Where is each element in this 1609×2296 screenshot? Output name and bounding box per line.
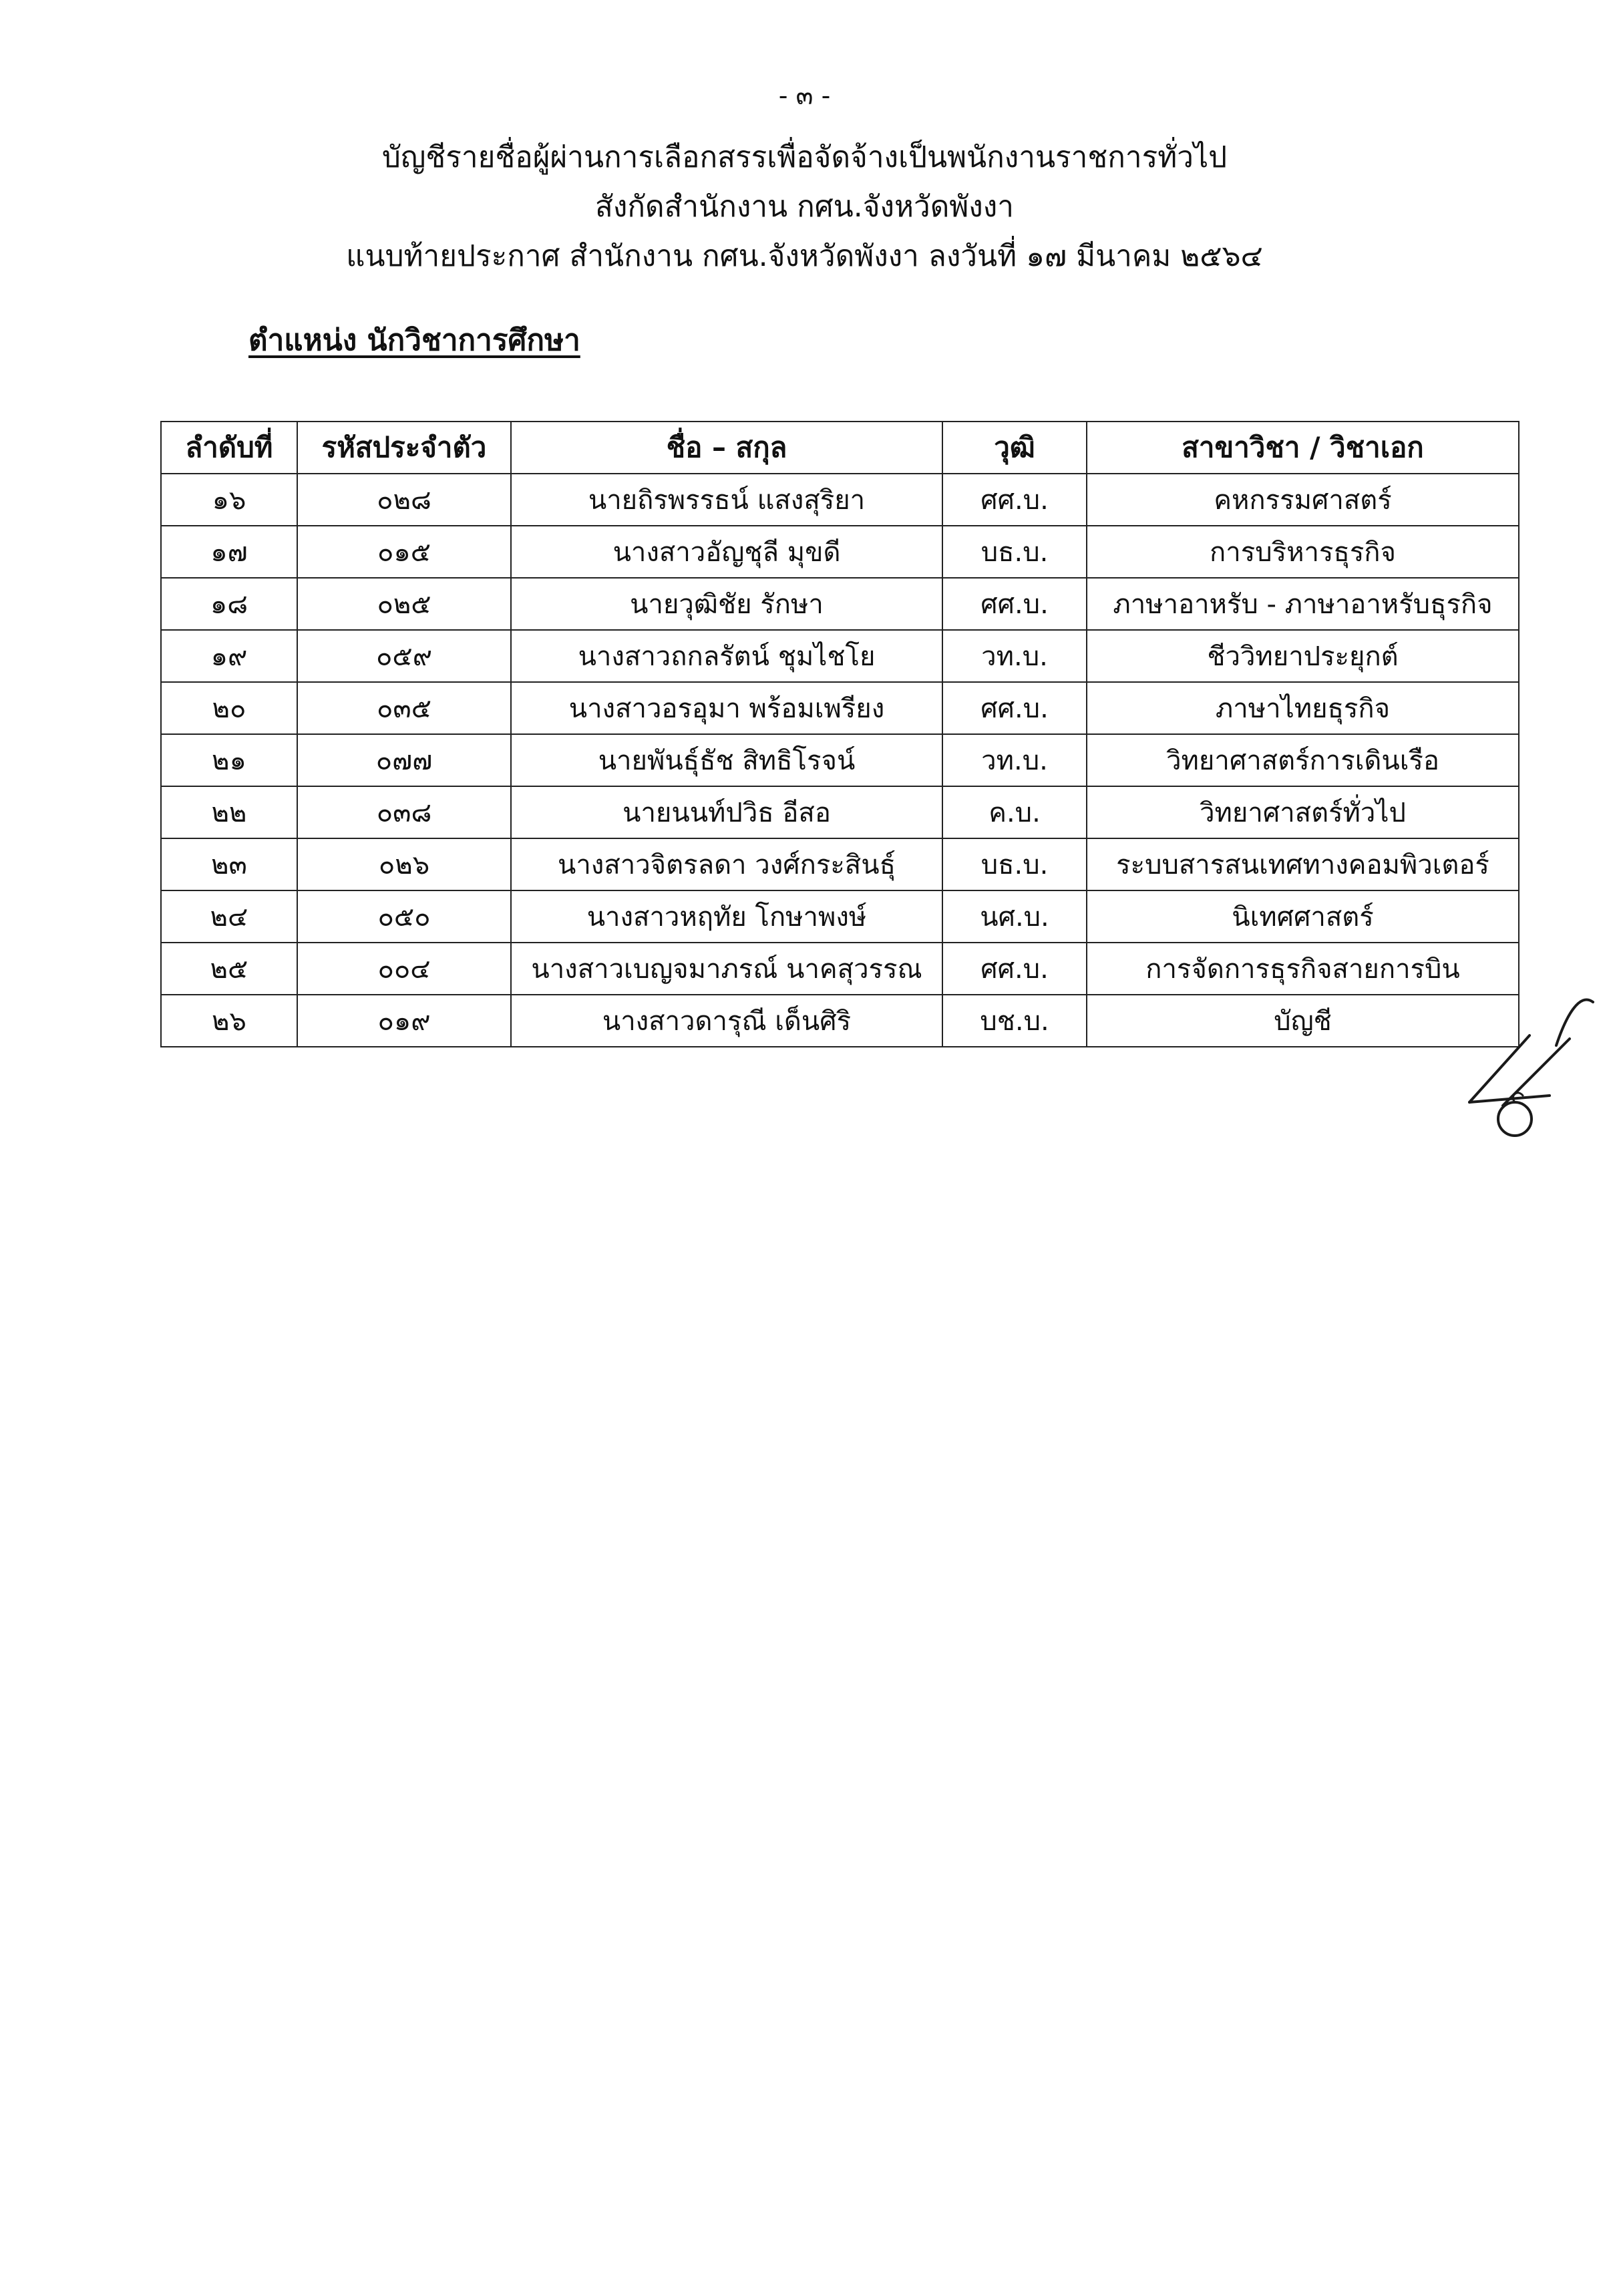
cell-order: ๑๘ [161, 578, 297, 630]
cell-name: นางสาวเบญจมาภรณ์ นาคสุวรรณ [511, 943, 942, 995]
cell-order: ๒๖ [161, 995, 297, 1047]
cell-name: นายวุฒิชัย รักษา [511, 578, 942, 630]
cell-degree: บธ.บ. [942, 526, 1087, 578]
title-line-2: สังกัดสำนักงาน กศน.จังหวัดพังงา [595, 190, 1014, 224]
cell-id: ๐๒๖ [297, 838, 511, 890]
cell-degree: ศศ.บ. [942, 474, 1087, 526]
cell-degree: นศ.บ. [942, 890, 1087, 943]
header-name: ชื่อ – สกุล [511, 422, 942, 474]
cell-id: ๐๓๘ [297, 786, 511, 838]
cell-name: นายถิรพรรธน์ แสงสุริยา [511, 474, 942, 526]
table-row [161, 943, 1519, 995]
cell-major: นิเทศศาสตร์ [1087, 890, 1519, 943]
candidate-table [160, 421, 1519, 1047]
cell-major: วิทยาศาสตร์การเดินเรือ [1087, 734, 1519, 786]
cell-order: ๑๙ [161, 630, 297, 682]
cell-id: ๐๗๗ [297, 734, 511, 786]
signature-mark [1443, 989, 1609, 1142]
cell-id: ๐๑๙ [297, 995, 511, 1047]
table-row [161, 526, 1519, 578]
cell-major: ระบบสารสนเทศทางคอมพิวเตอร์ [1087, 838, 1519, 890]
cell-name: นายนนท์ปวิธ อีสอ [511, 786, 942, 838]
cell-id: ๐๒๘ [297, 474, 511, 526]
cell-major: ภาษาไทยธุรกิจ [1087, 682, 1519, 734]
cell-degree: วท.บ. [942, 630, 1087, 682]
cell-id: ๐๑๕ [297, 526, 511, 578]
cell-degree: ค.บ. [942, 786, 1087, 838]
table-body [161, 474, 1519, 1047]
cell-name: นางสาวถกลรัตน์ ชุมไชโย [511, 630, 942, 682]
cell-major: ชีววิทยาประยุกต์ [1087, 630, 1519, 682]
cell-name: นายพันธุ์ธัช สิทธิโรจน์ [511, 734, 942, 786]
document-title [0, 137, 1609, 285]
cell-id: ๐๕๙ [297, 630, 511, 682]
table-row [161, 630, 1519, 682]
cell-id: ๐๒๕ [297, 578, 511, 630]
table-row [161, 474, 1519, 526]
table-row [161, 682, 1519, 734]
title-line-1: บัญชีรายชื่อผู้ผ่านการเลือกสรรเพื่อจัดจ้างเป็นพนักงานราชการทั่วไป [382, 140, 1227, 174]
cell-id: ๐๓๕ [297, 682, 511, 734]
cell-major: การจัดการธุรกิจสายการบิน [1087, 943, 1519, 995]
cell-degree: บธ.บ. [942, 838, 1087, 890]
header-degree: วุฒิ [942, 422, 1087, 474]
title-line-3: แนบท้ายประกาศ สำนักงาน กศน.จังหวัดพังงา ลงวันที่ ๑๗ มีนาคม ๒๕๖๔ [346, 239, 1263, 273]
cell-order: ๒๑ [161, 734, 297, 786]
cell-major: คหกรรมศาสตร์ [1087, 474, 1519, 526]
table-row [161, 838, 1519, 890]
cell-major: บัญชี [1087, 995, 1519, 1047]
table-row [161, 734, 1519, 786]
cell-degree: ศศ.บ. [942, 943, 1087, 995]
cell-major: วิทยาศาสตร์ทั่วไป [1087, 786, 1519, 838]
header-id: รหัสประจำตัว [297, 422, 511, 474]
table-row [161, 578, 1519, 630]
cell-name: นางสาวอรอุมา พร้อมเพรียง [511, 682, 942, 734]
cell-id: ๐๐๔ [297, 943, 511, 995]
cell-degree: ศศ.บ. [942, 578, 1087, 630]
cell-id: ๐๕๐ [297, 890, 511, 943]
table-row [161, 786, 1519, 838]
position-heading: ตำแหน่ง นักวิชาการศึกษา [248, 323, 580, 357]
header-major: สาขาวิชา / วิชาเอก [1087, 422, 1519, 474]
cell-order: ๑๗ [161, 526, 297, 578]
table-row [161, 890, 1519, 943]
cell-name: นางสาวจิตรลดา วงศ์กระสินธุ์ [511, 838, 942, 890]
cell-order: ๒๕ [161, 943, 297, 995]
cell-order: ๒๔ [161, 890, 297, 943]
header-order: ลำดับที่ [161, 422, 297, 474]
cell-major: การบริหารธุรกิจ [1087, 526, 1519, 578]
cell-name: นางสาวหฤทัย โกษาพงษ์ [511, 890, 942, 943]
cell-name: นางสาวดารุณี เด็นศิริ [511, 995, 942, 1047]
cell-degree: วท.บ. [942, 734, 1087, 786]
cell-order: ๒๐ [161, 682, 297, 734]
cell-name: นางสาวอัญชุลี มุขดี [511, 526, 942, 578]
cell-degree: บช.บ. [942, 995, 1087, 1047]
cell-order: ๒๓ [161, 838, 297, 890]
cell-major: ภาษาอาหรับ - ภาษาอาหรับธุรกิจ [1087, 578, 1519, 630]
cell-degree: ศศ.บ. [942, 682, 1087, 734]
cell-order: ๒๒ [161, 786, 297, 838]
cell-order: ๑๖ [161, 474, 297, 526]
table-row [161, 995, 1519, 1047]
page-number: - ๓ - [778, 81, 831, 110]
table-header-row [161, 422, 1519, 474]
